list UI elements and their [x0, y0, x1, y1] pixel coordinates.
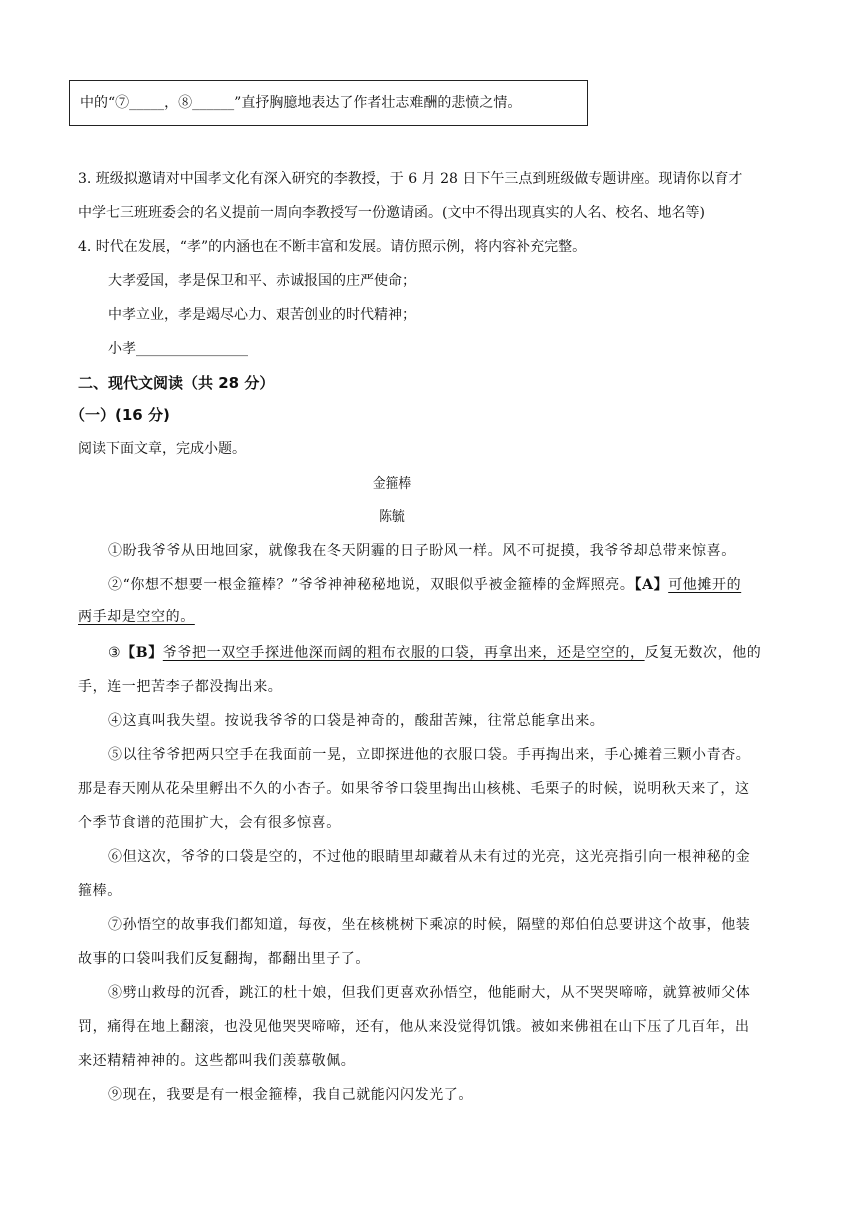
- article-author: 陈毓: [379, 509, 405, 525]
- box-text: 中的“⑦_____，⑧______”直抒胸臆地表达了作者壮志难酬的悲愤之情。: [80, 95, 522, 111]
- underlined-sentence-b: 爷爷把一双空手探进他深而阔的粗布衣服的口袋，再拿出来，还是空空的，: [162, 645, 645, 661]
- underlined-sentence-a-cont: 两手却是空空的。: [78, 609, 195, 625]
- paragraph-7-line-1: ⑦孙悟空的故事我们都知道，每夜，坐在核桃树下乘凉的时候，隔壁的郑伯伯总要讲这个故事，他装: [108, 917, 751, 933]
- section-2-title: 二、现代文阅读（共 28 分）: [78, 374, 275, 392]
- paragraph-3-line-2: 手，连一把苦李子都没掏出来。: [78, 679, 283, 695]
- p2-text: ②“你想不想要一根金箍棒？”爷爷神神秘秘地说，双眼似乎被金箍棒的金辉照亮。: [108, 577, 635, 593]
- answer-box: [69, 80, 588, 126]
- question-4-example-2: 中孝立业，孝是竭尽心力、艰苦创业的时代精神；: [108, 307, 416, 323]
- marker-b: 【B】: [121, 645, 163, 661]
- p3-rest: 反复无数次，他的: [644, 645, 762, 661]
- paragraph-4: ④这真叫我失望。按说我爷爷的口袋是神奇的，酸甜苦辣，往常总能拿出来。: [108, 713, 605, 729]
- underlined-sentence-a: 可他摊开的: [668, 577, 742, 593]
- marker-a: 【A】: [634, 577, 669, 593]
- paragraph-5-line-1: ⑤以往爷爷把两只空手在我面前一晃，立即探进他的衣服口袋。手再掏出来，手心摊着三颗小青杏。: [108, 747, 751, 763]
- section-2-instruction: 阅读下面文章，完成小题。: [78, 441, 246, 457]
- paragraph-5-line-3: 个季节食谱的范围扩大，会有很多惊喜。: [78, 815, 341, 831]
- paragraph-8-line-3: 来还精精神神的。这些都叫我们羡慕敬佩。: [78, 1053, 356, 1069]
- paragraph-5-line-2: 那是春天刚从花朵里孵出不久的小杏子。如果爷爷口袋里掏出山核桃、毛栗子的时候，说明秋天来了，这: [78, 781, 750, 797]
- p3-num: ③: [108, 645, 122, 661]
- paragraph-8-line-1: ⑧劈山救母的沉香，跳江的杜十娘，但我们更喜欢孙悟空，他能耐大，从不哭哭啼啼，就算被师父体: [108, 985, 751, 1001]
- question-4-example-1: 大孝爱国，孝是保卫和平、赤诚报国的庄严使命；: [108, 273, 416, 289]
- question-3-line-1: 3. 班级拟邀请对中国孝文化有深入研究的李教授，于 6 月 28 日下午三点到班级做专题讲座。现请你以育才: [78, 171, 743, 187]
- paragraph-1: ①盼我爷爷从田地回家，就像我在冬天阴霾的日子盼风一样。风不可捉摸，我爷爷却总带来惊喜。: [108, 543, 736, 559]
- paragraph-3-line-1: [108, 642, 761, 662]
- paragraph-2-line-1: [108, 574, 741, 594]
- section-2-subtitle: （一）(16 分): [70, 406, 170, 424]
- paragraph-6-line-1: ⑥但这次，爷爷的口袋是空的，不过他的眼睛里却藏着从未有过的光亮，这光亮指引向一根神秘的金: [108, 849, 751, 865]
- question-3-line-2: 中学七三班班委会的名义提前一周向李教授写一份邀请函。(文中不得出现真实的人名、校名、地名等): [78, 205, 705, 221]
- paragraph-7-line-2: 故事的口袋叫我们反复翻掏，都翻出里子了。: [78, 951, 370, 967]
- paragraph-9: ⑨现在，我要是有一根金箍棒，我自己就能闪闪发光了。: [108, 1087, 473, 1103]
- paragraph-6-line-2: 箍棒。: [78, 883, 122, 899]
- question-4-blank: 小孝________________: [108, 341, 248, 357]
- paragraph-8-line-2: 罚，痛得在地上翻滚，也没见他哭哭啼啼，还有，他从来没觉得饥饿。被如来佛祖在山下压了几百年，出: [78, 1019, 750, 1035]
- article-title: 金箍棒: [372, 476, 412, 492]
- paragraph-2-line-2: [78, 606, 195, 626]
- question-4-prompt: 4. 时代在发展，“孝”的内涵也在不断丰富和发展。请仿照示例，将内容补充完整。: [78, 239, 587, 255]
